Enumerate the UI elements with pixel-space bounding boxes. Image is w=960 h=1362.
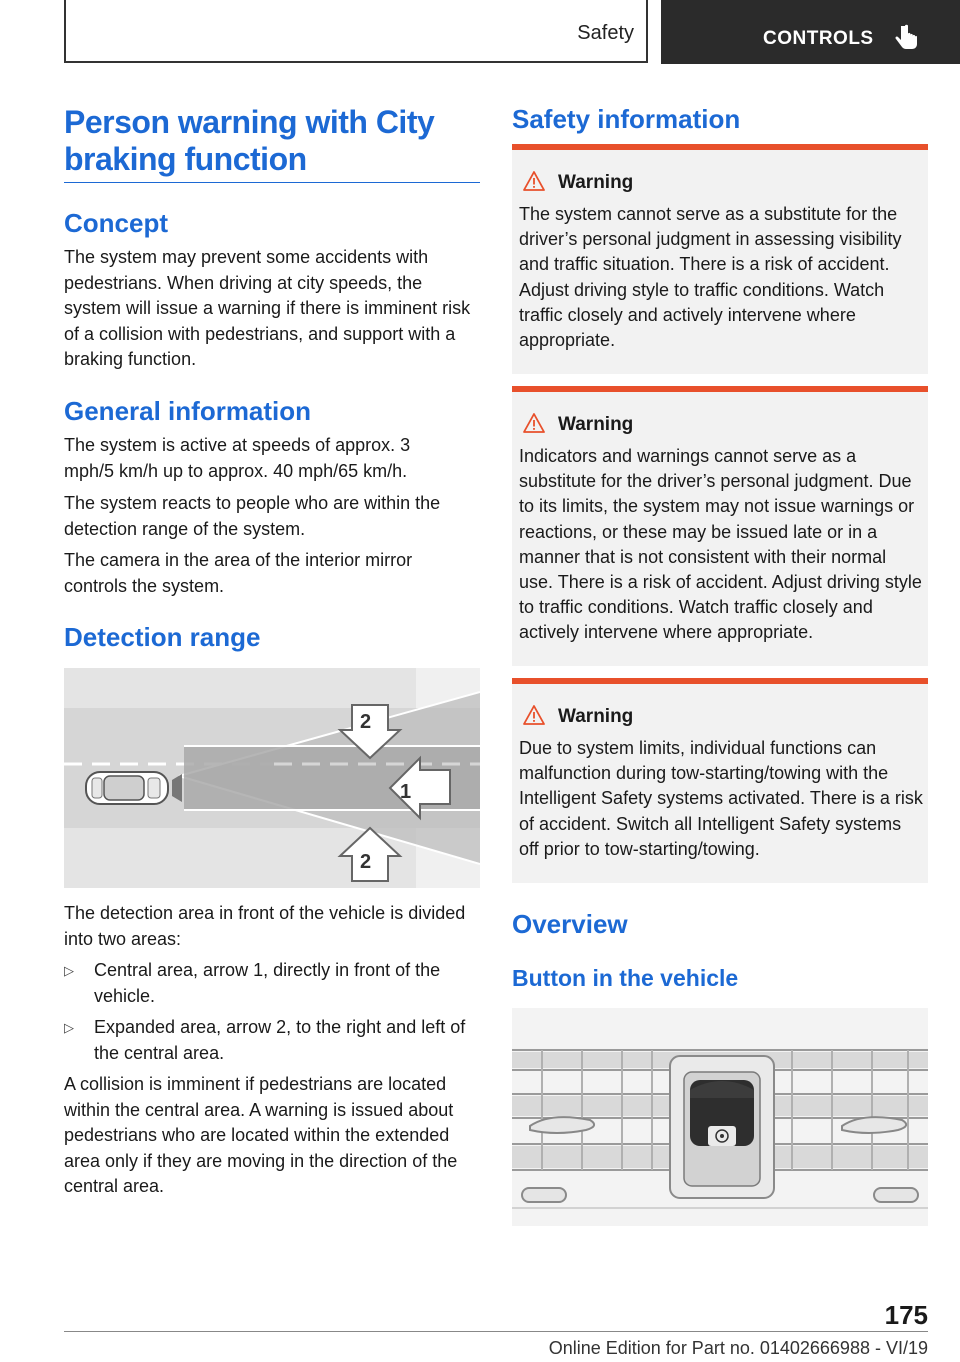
warning-triangle-icon (523, 171, 545, 196)
diagram-label-2-top: 2 (360, 711, 372, 733)
overview-heading: Overview (512, 909, 628, 939)
triangle-bullet-icon: ▷ (64, 1020, 74, 1035)
warning-text: Due to system limits, individual functions can malfunction during tow-starting/towing with the Intelligent Safety systems activated. There is a risk of accident. Switch all Intelligent Safety systems off prior to tow-starting/towing. (519, 738, 923, 859)
page-number: 175 (884, 1300, 928, 1330)
general-info-text-2: The system reacts to people who are within the detection range of the system. (64, 493, 441, 539)
detection-closing-text: A collision is imminent if pedestrians are located within the central area. A warning is issued about pedestrians who are located within the extended area only if they are moving in the direction of the central area. (64, 1074, 458, 1196)
warning-triangle-icon (523, 705, 545, 730)
warning-box-2 (512, 386, 928, 666)
diagram-label-2-bottom: 2 (360, 851, 372, 873)
warning-triangle-icon (523, 413, 545, 438)
header-chapter-tab (661, 0, 960, 64)
warning-title: Warning (558, 706, 634, 727)
warning-title: Warning (558, 172, 634, 193)
detection-range-heading: Detection range (64, 622, 261, 652)
warning-text: Indicators and warnings cannot serve as a substitute for the driver’s personal judgment. Due to its limits, the system may not issue warnings or reactions, or these may be issued late or in a manner that is not consistent with their normal use. There is a risk of accident. Adjust driving style to traffic conditions. Watch traffic closely and actively intervene where appropriate. (519, 446, 922, 643)
title-rule (64, 182, 480, 183)
vehicle-button-photo (512, 1008, 928, 1226)
triangle-bullet-icon: ▷ (64, 963, 74, 978)
general-info-heading: General information (64, 396, 312, 426)
warning-box-1 (512, 144, 928, 374)
warning-text: The system cannot serve as a substitute for the driver’s personal judgment in assessing visibility and traffic situation. There is a risk of accident. Adjust driving style to traffic conditions. Watch traffic closely and actively intervene where appropriate. (519, 204, 902, 351)
list-item-text: Central area, arrow 1, directly in front of the vehicle. (94, 960, 441, 1006)
diagram-label-1: 1 (400, 781, 412, 803)
safety-info-heading: Safety information (512, 104, 741, 134)
page-title: Person warning with City braking function (64, 104, 435, 177)
detection-range-diagram (64, 668, 480, 888)
warning-box-3 (512, 678, 928, 883)
chapter-tab-label: CONTROLS (763, 28, 874, 49)
intelligent-safety-button-icon (708, 1126, 736, 1146)
general-info-text-3: The camera in the area of the interior mirror controls the system. (64, 550, 413, 596)
general-info-text-1: The system is active at speeds of approx. 3 mph/5 km/h up to approx. 40 mph/65 km/h. (64, 435, 411, 481)
footer-edition-text: Online Edition for Part no. 01402666988 - VI/19 (548, 1338, 928, 1358)
car-icon (86, 772, 168, 804)
footer-rule (64, 1331, 928, 1332)
concept-heading: Concept (64, 208, 168, 238)
warning-title: Warning (558, 414, 634, 435)
list-item-text: Expanded area, arrow 2, to the right and left of the central area. (94, 1017, 466, 1063)
detection-intro-text: The detection area in front of the vehicle is divided into two areas: (64, 903, 466, 949)
header-section-title: Safety (577, 22, 634, 44)
concept-text: The system may prevent some accidents with pedestrians. When driving at city speeds, the system will issue a warning if there is imminent risk of a collision with pedestrians, and support with a braking function. (64, 247, 471, 369)
button-in-vehicle-heading: Button in the vehicle (512, 965, 739, 991)
hand-pointer-icon (895, 24, 919, 57)
